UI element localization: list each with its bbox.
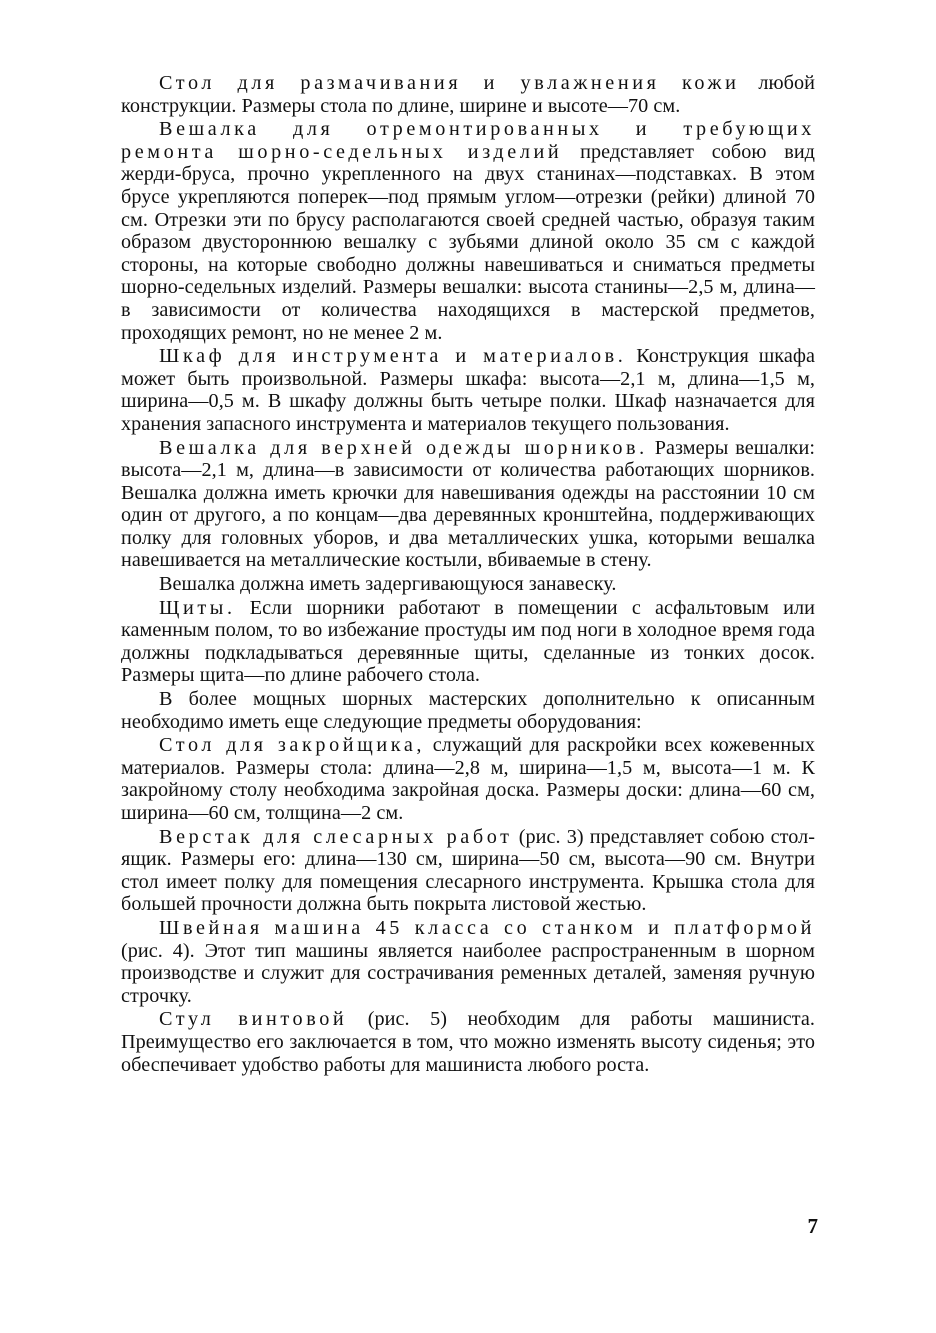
paragraph-text: Размеры вешалки: высота—2,1 м, длина—в зависимости от количества работающих шорников. Вешалка должна иметь крючки для навешивания одежды на расстоянии 10 см один от другого, а по концам—два деревянных кронштейна, поддерживающих полку для головных уборов, и два металлических ушка, которыми вешалка навешивается на металлические костыли, вбиваемые в стену.: [121, 436, 815, 572]
paragraph-3: [121, 345, 815, 435]
paragraph-1: [121, 72, 815, 117]
paragraph-text: (рис. 3) представляет собою стол-ящик. Размеры его: длина—130 см, ширина—50 см, высота—90 см. Внутри стол имеет полку для помещения слесарного инструмента. Крышка стола для большей прочности должна быть покрыта листовой жестью.: [121, 825, 816, 916]
paragraph-8: [121, 734, 815, 824]
paragraph-text: любой конструкции. Размеры стола по длине, ширине и высоте—70 см.: [121, 72, 815, 117]
paragraph-lead: Вешалка для отремонтированных и требующих ремонта шорно-седельных изделий: [121, 118, 815, 163]
paragraph-7: [121, 688, 815, 733]
paragraph-lead: Верстак для слесарных работ: [159, 825, 513, 848]
paragraph-10: [121, 917, 815, 1007]
paragraph-text: представляет собою вид жерди-бруса, прочно укрепленного на двух станинах—подставках. В этом брусе укрепляются поперек—под прямым углом—отрезки (рейки) длиной 70 см. Отрезки эти по брусу располагаются своей средней частью, образуя таким образом двустороннюю вешалку с зубьями длиной около 35 см с каждой стороны, на которые свободно должны навешиваться и сниматься предметы шорно-седельных изделий. Размеры вешалки: высота станины—2,5 м, длина—в зависимости от количества находящихся в мастерской предметов, проходящих ремонт, но не менее 2 м.: [121, 140, 816, 344]
paragraph-lead: Стол для размачивания и увлажнения кожи: [159, 72, 740, 94]
paragraph-text: Вешалка должна иметь задергивающуюся занавеску.: [159, 573, 617, 596]
paragraph-5: [121, 573, 815, 596]
page-number: 7: [807, 1214, 818, 1238]
paragraph-text: (рис. 4). Этот тип машины является наиболее распространенным в шорном производстве и служит для сострачивания ременных деталей, заменяя ручную строчку.: [121, 939, 815, 1007]
body-text: [121, 72, 815, 1076]
paragraph-lead: Щиты.: [159, 596, 236, 619]
paragraph-6: [121, 597, 815, 687]
paragraph-text: В более мощных шорных мастерских дополнительно к описанным необходимо иметь еще следующие предметы оборудования:: [121, 688, 815, 733]
paragraph-text: Если шорники работают в помещении с асфальтовым или каменным полом, то во избежание простуды им под ноги в холодное время года должны подкладываться деревянные щиты, сделанные из тонких досок. Размеры щита—по длине рабочего стола.: [121, 596, 815, 687]
paragraph-lead: Стул винтовой: [159, 1008, 348, 1031]
paragraph-11: [121, 1008, 815, 1076]
paragraph-text: (рис. 5) необходим для работы машиниста. Преимущество его заключается в том, что можно изменять высоту сиденья; это обеспечивает удобство работы для машиниста любого роста.: [121, 1008, 815, 1076]
paragraph-2: [121, 118, 815, 344]
paragraph-text: Конструкция шкафа может быть произвольной. Размеры шкафа: высота—2,1 м, длина—1,5 м, ширина—0,5 м. В шкафу должны быть четыре полки. Шкаф назначается для хранения запасного инструмента и материалов текущего пользования.: [121, 345, 815, 435]
paragraph-lead: Швейная машина 45 класса со станком и платформой: [159, 916, 815, 939]
paragraph-4: [121, 437, 815, 573]
paragraph-lead: Вешалка для верхней одежды шорников.: [159, 436, 648, 459]
paragraph-9: [121, 826, 815, 916]
paragraph-text: служащий для раскройки всех кожевенных материалов. Размеры стола: длина—2,8 м, ширина—1,5 м, высота—1 м. К закройному столу необходима закройная доска. Размеры доски: длина—60 см, ширина—60 см, толщина—2 см.: [121, 734, 815, 824]
paragraph-lead: Шкаф для инструмента и материалов.: [159, 345, 627, 368]
paragraph-lead: Стол для закройщика,: [159, 734, 426, 757]
